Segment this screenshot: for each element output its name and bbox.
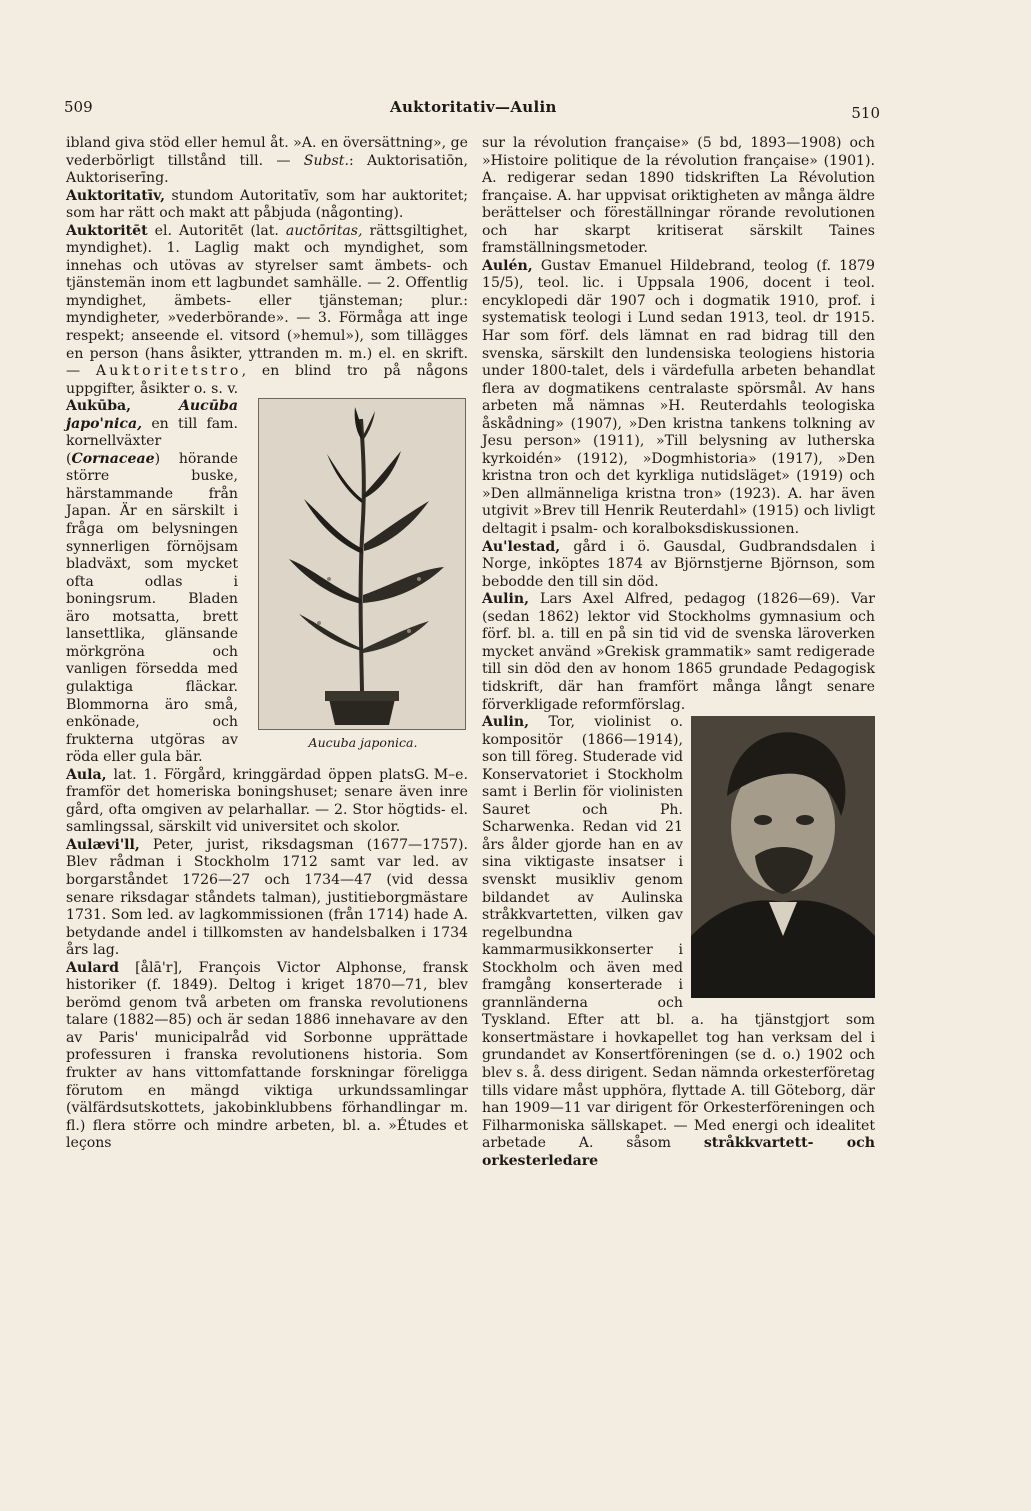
portrait-figure: [691, 716, 875, 998]
entry-aulen: Aulén, Gustav Emanuel Hildebrand, teolog (f. 1879 15/5), teol. lic. i Uppsala 1906, docent i teol. encyklopedi där 1907 och i dogmatik 1910, prof. i systematisk teologi i Lund sedan 1913, teol. dr 1915. Har som förf. dels lämnat en rad bidrag till den svenska, särskilt den lundensiska teologiens historia under 1800-talet, dels i värdefulla arbeten behandlat flera av dogmatikens centralaste spörsmål. Av hans arbeten må nämnas »H. Reuterdahls teologiska åskådning» (1907), »Den kristna tankens tolkning av Jesu person» (1911), »Till belysning av lutherska kyrkoidén» (1912), »Dogmhistoria» (1917), »Den kristna tron och det kyrkliga nutidsläget» (1919) och »Den allmänneliga kristna tron» (1923). A. har även utgivit »Brev till Henrik Reuterdahl» (1915) och livligt deltagit i psalm- och koralboksdiskussionen.: [482, 257, 875, 538]
portrait-photo: [691, 716, 875, 998]
author-signature: G. M–e.: [413, 766, 468, 783]
aucuba-plant-image: [258, 398, 466, 730]
headword: Aulén,: [482, 257, 533, 274]
entry-aulin-tor: Aulin, Tor, violinist o. kompositör (1866—1914), son till föreg. Studerade vid Konservatoriet i Stockholm samt i Berlin för violinisten Sauret och Ph. Scharwenka. Redan vid 21 års ålder gjorde han en av sina viktigaste insatser i svenskt musikliv genom bildandet av Aulinska stråkkvartetten, vilken gav regelbundna kammarmusikkonserter i Stockholm och även med framgång konserterade i grannländerna och Tyskland. Efter att bl. a. ha tjänstgjort som konsertmästare i hovkapellet tog han verksam del i grundandet av Konsertföreningen (se d. o.) 1902 och blev s. å. dess dirigent. Sedan nämnda orkesterföretag tills vidare måst upphöra, flyttade A. till Göteborg, där han 1909—11 var dirigent för Orkesterföreningen och Filharmoniska sällskapet. — Med energi och idealitet arbetade A. såsom stråkkvartett- och orkesterledare: [482, 714, 876, 1169]
right-column: [482, 135, 875, 1170]
headword: Au'lestad,: [482, 538, 561, 555]
page-header: [0, 98, 1031, 122]
page-number-left: 509: [64, 98, 93, 116]
entry-auktorisera-cont: ibland giva stöd eller hemul åt. »A. en översättning», ge vederbörligt tillstånd till. — Subst.: Auktorisatiōn, Auktoriserīng.: [66, 135, 468, 187]
entry-aulaevill: Aulævi'll, Peter, jurist, riksdagsman (1677—1757). Blev rådman i Stockholm 1712 samt var led. av borgarståndet 1726—27 och 1734—47 (vid dessa senare riksdagar ståndets talman), justitieborgmästare 1731. Som led. av lagkommissionen (från 1714) hade A. betydande andel i tillkomsten av handelsbalken i 1734 års lag.: [66, 836, 468, 959]
entry-aulin-lars: Aulin, Lars Axel Alfred, pedagog (1826—69). Var (sedan 1862) lektor vid Stockholms gymnasium och förf. bl. a. till en på sin tid vid de svenska läroverken mycket använd »Grekisk grammatik» samt redigerade till sin död den av honom 1865 grundade Pedagogisk tidskrift, där han framfört många långt senare förverkligade reformförslag.: [482, 591, 875, 713]
headword: Aula,: [66, 766, 107, 783]
entry-auktoritet: Auktoritēt el. Autoritēt (lat. auctōritas, rättsgiltighet, myndighet). 1. Laglig makt och myndighet, som innehas och utövas av styrelser samt ämbets- och tjänstemän inom ett lagbundet samhälle. — 2. Offentlig myndighet, ämbets- eller tjänsteman; plur.: myndigheter, »vederbörande». — 3. Förmåga att inge respekt; anseende el. vitsord (»hemul»), som tillägges en person (hans åsikter, yttranden m. m.) el. en skrift. — Auktoritetstro, en blind tro på någons uppgifter, åsikter o. s. v.: [66, 222, 468, 397]
entry-aulard: Aulard [ålā'r], François Victor Alphonse, fransk historiker (f. 1849). Deltog i kriget 1870—71, blev berömd genom två arbeten om franska revolutionens talare (1882—85) och är sedan 1886 innehavare av den av Paris' municipalråd vid Sorbonne upprättade professuren i franska revolutionens historia. Som frukter av hans vittomfattande forskningar föreligga förutom en mängd viktiga urkundssamlingar (välfärdsutskottets, jakobinklubbens förhandlingar m. fl.) flera större och mindre arbeten, bl. a. »Études et leçons: [66, 959, 468, 1152]
entry-auktoritativ: Auktoritatīv, stundom Autoritatīv, som har auktoritet; som har rätt och makt att påbjuda (någonting).: [66, 187, 468, 222]
page-number-right: 510: [851, 104, 880, 122]
entry-aulestad: Au'lestad, gård i ö. Gausdal, Gudbrandsdalen i Norge, inköptes 1874 av Björnstjerne Björnson, som bebodde den till sin död.: [482, 538, 875, 590]
figure-caption: Aucuba japonica.: [308, 735, 418, 751]
headword: Aulævi'll,: [66, 836, 140, 853]
headword: Aulin,: [482, 591, 530, 608]
running-head: Auktoritativ—Aulin: [390, 98, 557, 116]
aucuba-figure: [246, 398, 468, 752]
entry-aula: Aula, lat. 1. Förgård, kringgärdad öppen plats framför det homeriska boningshuset; senare även inre gård, ofta omgiven av pelarhallar. — 2. Stor högtids- el. samlingssal, särskilt vid universitet och skolor.: [66, 766, 468, 836]
headword: Aulard: [66, 959, 119, 976]
entry-aulard-cont: sur la révolution française» (5 bd, 1893—1908) och »Histoire politique de la révolution française» (1901). A. redigerar sedan 1890 tidskriften La Révolution française. A. har uppvisat oriktigheten av många äldre berättelser och föreställningar rörande revolutionen och har skarpt kritiserat särskilt Taines framställningsmetoder.: [482, 135, 875, 257]
entry-aukuba: Aucuba japonica. Aukūba, Aucūba japo'nica, en till fam. kornellväxter (Cornaceae) hörande större buske, härstammande från Japan. Är en särskilt i fråga om belysningen synnerligen förnöjsam bladväxt, som mycket ofta odlas i boningsrum. Bladen äro motsatta, brett lansettlika, glänsande mörkgröna och vanligen försedda med gulaktiga fläckar. Blommorna äro små, enkönade, och frukterna utgöras av röda eller gula bär. G. M–e.: [66, 398, 468, 783]
headword: Aukūba,: [66, 398, 132, 415]
left-column: [66, 135, 468, 1153]
portrait-illustration: [691, 716, 875, 998]
headword: Auktoritatīv,: [66, 187, 166, 204]
plant-illustration: [259, 399, 465, 729]
headword: Aulin,: [482, 714, 530, 731]
headword: Auktoritēt: [66, 222, 148, 239]
